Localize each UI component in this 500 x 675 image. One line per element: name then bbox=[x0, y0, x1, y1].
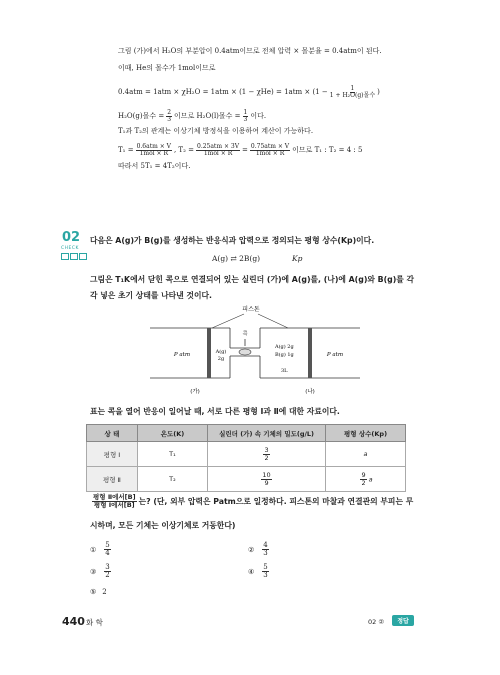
left-mass-label: 2g bbox=[217, 356, 225, 362]
density-den: 2 bbox=[264, 453, 269, 462]
option-num: 5 bbox=[263, 563, 268, 571]
line4-frac2 bbox=[243, 110, 249, 124]
reaction-equation: A(g) ⇄ 2B(g) bbox=[212, 254, 261, 263]
solution-equation-1 bbox=[118, 86, 380, 100]
option-den: 3 bbox=[263, 571, 268, 580]
cylinder-figure bbox=[150, 300, 360, 400]
description-line-2: 각 넣은 초기 상태를 나타낸 것이다. bbox=[90, 291, 212, 300]
table-cell-density bbox=[208, 442, 326, 467]
eq1-denominator: 1 + H₂O(g)몰수 bbox=[329, 92, 376, 100]
right-gas-b-label: B(g) 1g bbox=[275, 352, 294, 358]
left-caption: (가) bbox=[190, 389, 200, 395]
table-header: 실린더 (가) 속 기체의 밀도(g/L) bbox=[208, 425, 326, 442]
question-text-1: 는? (단, 외부 압력은 Patm으로 일정하다. 피스톤의 마찰과 연결관의 부피는 무 bbox=[138, 496, 414, 506]
t2-label: , T₂ = bbox=[173, 146, 194, 155]
equilibrium-table bbox=[86, 424, 406, 492]
subject-label: 화 학 bbox=[86, 618, 103, 627]
answer-reference: 02 ② bbox=[368, 618, 385, 626]
line4-frac1-den: 3 bbox=[167, 116, 172, 124]
check-label: CHECK bbox=[61, 246, 79, 251]
check-boxes[interactable] bbox=[61, 253, 87, 260]
density-num: 10 bbox=[262, 470, 271, 479]
solution-line-1: 그림 (가)에서 H₂O의 부분압이 0.4atm이므로 전체 압력 × 몰분율 = 0.4atm이 된다. bbox=[118, 47, 382, 55]
option-den: 3 bbox=[263, 549, 268, 558]
table-cell-kp: a bbox=[326, 442, 406, 467]
line4-c: 이다. bbox=[250, 112, 267, 121]
piston-right bbox=[308, 328, 312, 378]
left-gas-label: A(g) bbox=[215, 349, 227, 355]
ratio-num: 평형 Ⅱ에서[B] bbox=[93, 493, 136, 501]
density-den: 9 bbox=[264, 478, 269, 487]
option-den: 2 bbox=[105, 571, 110, 580]
option-num: 4 bbox=[263, 541, 268, 549]
cock-valve[interactable] bbox=[239, 330, 251, 355]
right-volume-label: 3L bbox=[281, 368, 288, 374]
eq1-numerator: 1 bbox=[350, 85, 355, 92]
table-intro: 표는 콕을 열어 반응이 일어날 때, 서로 다른 평형 Ⅰ과 Ⅱ에 대한 자료이다. bbox=[90, 407, 340, 416]
option-num: 3 bbox=[105, 563, 110, 571]
piston-label: 피스톤 bbox=[242, 306, 260, 313]
t2-den2: 1mol × R bbox=[255, 150, 285, 158]
solution-line-4 bbox=[118, 110, 266, 124]
table-row bbox=[87, 442, 406, 467]
option-marker: ③ bbox=[90, 567, 97, 576]
answer-badge: 정답 bbox=[392, 615, 414, 626]
solution-line-2: 이때, He의 몰수가 1mol이므로 bbox=[118, 64, 216, 72]
option-1[interactable] bbox=[90, 542, 113, 558]
eq1-left: 0.4atm = 1atm × χH₂O = 1atm × (1 − χHe) = 1atm × (1 − bbox=[118, 88, 328, 97]
line4-a: H₂O(g)몰수 = bbox=[118, 112, 165, 121]
description-line-1: 그림은 T₁K에서 닫힌 콕으로 연결되어 있는 실린더 (가)에 A(g)를, (나)에 A(g)와 B(g)를 각 bbox=[90, 275, 415, 284]
left-pressure-label: P atm bbox=[173, 352, 191, 358]
option-5[interactable] bbox=[90, 588, 107, 596]
table-cell-state: 평형 Ⅱ bbox=[87, 467, 138, 492]
table-header: 평형 상수(Kp) bbox=[326, 425, 406, 442]
option-num: 5 bbox=[105, 541, 110, 549]
solution-line-5: T₁과 T₂의 관계는 이상기체 방정식을 이용하여 계산이 가능하다. bbox=[118, 127, 314, 135]
ratio-den: 평형 Ⅰ에서[B] bbox=[93, 500, 135, 509]
line4-frac2-den: 3 bbox=[243, 116, 248, 124]
problem-number: 02 bbox=[62, 230, 81, 245]
check-box[interactable] bbox=[79, 253, 87, 260]
piston-leader-right bbox=[258, 314, 288, 328]
line4-frac1-num: 2 bbox=[167, 109, 172, 116]
page-number: 440 bbox=[62, 615, 85, 628]
kp-den: 2 bbox=[361, 478, 366, 487]
table-cell-state: 평형 Ⅰ bbox=[87, 442, 138, 467]
check-box[interactable] bbox=[61, 253, 69, 260]
eq1-end: ) bbox=[377, 88, 380, 97]
piston-left bbox=[207, 328, 211, 378]
kp-suffix: a bbox=[368, 475, 373, 483]
eq1-fraction bbox=[330, 86, 375, 100]
t2-eq: = bbox=[242, 146, 248, 155]
table-header: 온도(K) bbox=[137, 425, 207, 442]
line4-frac1 bbox=[166, 110, 172, 124]
table-cell-density bbox=[208, 467, 326, 492]
right-gas-a-label: A(g) 2g bbox=[275, 344, 294, 350]
option-marker: ② bbox=[248, 545, 255, 554]
question-ratio bbox=[92, 494, 137, 509]
line4-b: 이므로 H₂O(l)몰수 = bbox=[174, 112, 241, 121]
solution-line-6 bbox=[118, 144, 362, 158]
question-line-2: 시하며, 모든 기체는 이상기체로 거동한다) bbox=[90, 521, 236, 530]
t2-num: 0.25atm × 3V bbox=[197, 143, 240, 150]
option-3[interactable] bbox=[90, 564, 113, 580]
option-marker: ⑤ bbox=[90, 588, 97, 596]
t2-den: 1mol × R bbox=[203, 150, 233, 158]
option-4[interactable] bbox=[248, 564, 271, 580]
table-row bbox=[87, 467, 406, 492]
density-num: 3 bbox=[264, 445, 269, 454]
t1-frac bbox=[136, 144, 172, 158]
kp-label: Kp bbox=[292, 254, 303, 263]
option-2[interactable] bbox=[248, 542, 271, 558]
t-ratio: 이므로 T₁ : T₂ = 4 : 5 bbox=[292, 146, 363, 155]
right-caption: (나) bbox=[305, 389, 315, 395]
piston-leader-left bbox=[212, 314, 244, 328]
kp-num: 9 bbox=[361, 470, 366, 479]
cock-label: 콕 bbox=[242, 331, 248, 337]
table-header-row bbox=[87, 425, 406, 442]
option-marker: ① bbox=[90, 545, 97, 554]
t2-frac bbox=[196, 144, 240, 158]
option-value: 2 bbox=[102, 588, 107, 596]
table-cell-temp: T₁ bbox=[137, 442, 207, 467]
option-marker: ④ bbox=[248, 567, 255, 576]
question-line-1 bbox=[90, 494, 413, 509]
problem-stem: 다음은 A(g)가 B(g)를 생성하는 반응식과 압력으로 정의되는 평형 상수(Kp)이다. bbox=[90, 236, 375, 245]
t1-den: 1mol × R bbox=[139, 150, 168, 158]
table-cell-temp: T₂ bbox=[137, 467, 207, 492]
t2-frac2 bbox=[250, 144, 290, 158]
solution-line-7: 따라서 5T₁ = 4T₂이다. bbox=[118, 162, 191, 170]
t2-num2: 0.75atm × V bbox=[250, 143, 290, 150]
right-pressure-label: P atm bbox=[326, 352, 344, 358]
line4-frac2-num: 1 bbox=[243, 109, 248, 116]
t1-label: T₁ = bbox=[118, 146, 134, 155]
option-den: 4 bbox=[105, 549, 110, 558]
check-box[interactable] bbox=[70, 253, 78, 260]
t1-num: 0.6atm × V bbox=[136, 143, 171, 150]
table-header: 상 태 bbox=[87, 425, 138, 442]
table-cell-kp bbox=[326, 467, 406, 492]
